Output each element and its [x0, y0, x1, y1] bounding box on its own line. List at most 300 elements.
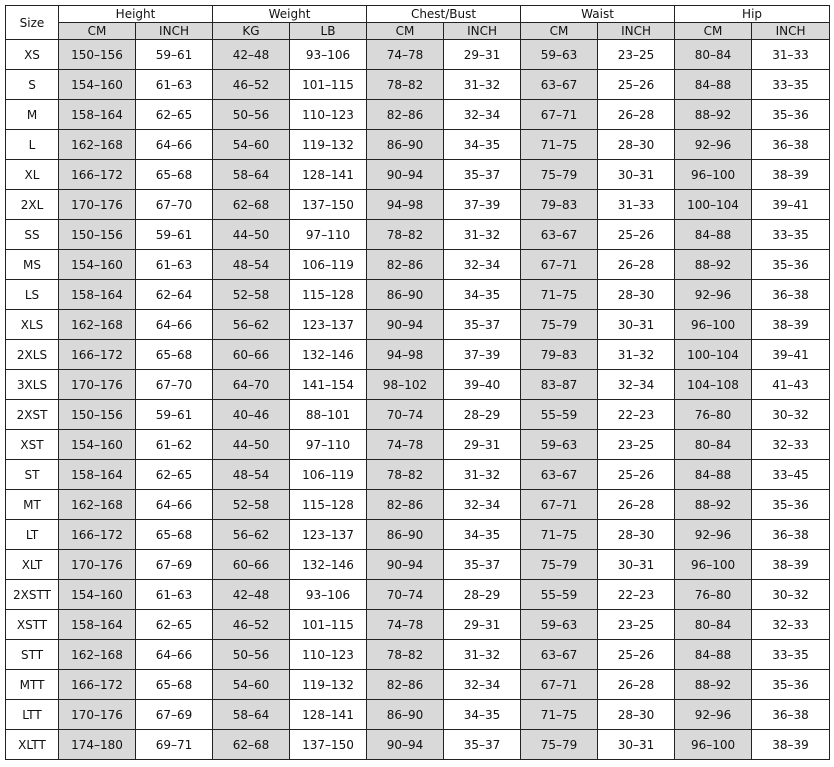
- chest-cm-cell: 86–90: [367, 700, 444, 730]
- unit-header: INCH: [598, 23, 675, 40]
- table-row: [6, 100, 830, 130]
- hip-inch-cell: 36–38: [752, 130, 830, 160]
- waist-cm-cell: 67–71: [521, 490, 598, 520]
- height-cm-cell: 162–168: [59, 640, 136, 670]
- height-cm-cell: 162–168: [59, 130, 136, 160]
- weight-lb-cell: 101–115: [290, 70, 367, 100]
- chest-cm-cell: 82–86: [367, 490, 444, 520]
- chest-cm-cell: 86–90: [367, 130, 444, 160]
- hip-cm-cell: 88–92: [675, 670, 752, 700]
- weight-kg-cell: 56–62: [213, 520, 290, 550]
- chest-inch-cell: 39–40: [444, 370, 521, 400]
- table-row: [6, 670, 830, 700]
- table-row: [6, 460, 830, 490]
- height-inch-cell: 64–66: [136, 130, 213, 160]
- chest-cm-cell: 90–94: [367, 730, 444, 760]
- unit-header: KG: [213, 23, 290, 40]
- hip-inch-cell: 36–38: [752, 700, 830, 730]
- waist-cm-cell: 83–87: [521, 370, 598, 400]
- hip-inch-cell: 32–33: [752, 430, 830, 460]
- chest-cm-cell: 78–82: [367, 70, 444, 100]
- hip-cm-cell: 92–96: [675, 700, 752, 730]
- size-cell: MT: [6, 490, 59, 520]
- chest-cm-cell: 74–78: [367, 430, 444, 460]
- hip-cm-cell: 96–100: [675, 310, 752, 340]
- weight-kg-cell: 62–68: [213, 190, 290, 220]
- table-row: [6, 340, 830, 370]
- chest-inch-cell: 35–37: [444, 550, 521, 580]
- chest-inch-cell: 31–32: [444, 220, 521, 250]
- waist-cm-cell: 59–63: [521, 610, 598, 640]
- chest-cm-cell: 78–82: [367, 640, 444, 670]
- weight-kg-cell: 42–48: [213, 40, 290, 70]
- weight-kg-cell: 64–70: [213, 370, 290, 400]
- height-inch-cell: 67–70: [136, 190, 213, 220]
- waist-inch-cell: 22–23: [598, 400, 675, 430]
- waist-cm-cell: 79–83: [521, 340, 598, 370]
- hip-cm-cell: 88–92: [675, 250, 752, 280]
- height-cm-cell: 162–168: [59, 490, 136, 520]
- size-cell: L: [6, 130, 59, 160]
- table-row: [6, 310, 830, 340]
- hip-inch-cell: 38–39: [752, 160, 830, 190]
- table-row: [6, 130, 830, 160]
- waist-cm-cell: 75–79: [521, 310, 598, 340]
- hip-cm-cell: 84–88: [675, 460, 752, 490]
- chest-inch-cell: 32–34: [444, 670, 521, 700]
- hip-cm-cell: 84–88: [675, 70, 752, 100]
- height-cm-cell: 150–156: [59, 400, 136, 430]
- waist-inch-cell: 31–32: [598, 340, 675, 370]
- weight-kg-cell: 46–52: [213, 70, 290, 100]
- chest-inch-cell: 29–31: [444, 430, 521, 460]
- waist-inch-cell: 28–30: [598, 130, 675, 160]
- size-cell: LS: [6, 280, 59, 310]
- waist-cm-cell: 71–75: [521, 130, 598, 160]
- waist-inch-cell: 23–25: [598, 40, 675, 70]
- hip-inch-cell: 35–36: [752, 100, 830, 130]
- size-column-header: Size: [6, 6, 59, 40]
- height-inch-cell: 69–71: [136, 730, 213, 760]
- hip-inch-cell: 38–39: [752, 550, 830, 580]
- chest-inch-cell: 34–35: [444, 280, 521, 310]
- weight-lb-cell: 110–123: [290, 640, 367, 670]
- chest-group-header: Chest/Bust: [367, 6, 521, 23]
- weight-lb-cell: 128–141: [290, 160, 367, 190]
- hip-cm-cell: 84–88: [675, 640, 752, 670]
- height-cm-cell: 170–176: [59, 550, 136, 580]
- height-cm-cell: 166–172: [59, 160, 136, 190]
- weight-lb-cell: 93–106: [290, 40, 367, 70]
- chest-cm-cell: 94–98: [367, 340, 444, 370]
- waist-inch-cell: 30–31: [598, 310, 675, 340]
- weight-kg-cell: 50–56: [213, 640, 290, 670]
- size-cell: XST: [6, 430, 59, 460]
- chest-cm-cell: 90–94: [367, 550, 444, 580]
- chest-cm-cell: 82–86: [367, 670, 444, 700]
- chest-cm-cell: 82–86: [367, 250, 444, 280]
- size-cell: XL: [6, 160, 59, 190]
- height-inch-cell: 65–68: [136, 340, 213, 370]
- weight-group-header: Weight: [213, 6, 367, 23]
- size-cell: XLS: [6, 310, 59, 340]
- unit-header: CM: [521, 23, 598, 40]
- waist-inch-cell: 28–30: [598, 520, 675, 550]
- weight-kg-cell: 60–66: [213, 550, 290, 580]
- chest-cm-cell: 90–94: [367, 310, 444, 340]
- height-cm-cell: 158–164: [59, 100, 136, 130]
- hip-inch-cell: 30–32: [752, 400, 830, 430]
- chest-cm-cell: 78–82: [367, 220, 444, 250]
- hip-inch-cell: 32–33: [752, 610, 830, 640]
- height-inch-cell: 67–69: [136, 700, 213, 730]
- height-cm-cell: 166–172: [59, 520, 136, 550]
- waist-cm-cell: 71–75: [521, 520, 598, 550]
- weight-lb-cell: 132–146: [290, 550, 367, 580]
- weight-lb-cell: 106–119: [290, 250, 367, 280]
- size-cell: 2XSTT: [6, 580, 59, 610]
- size-cell: 3XLS: [6, 370, 59, 400]
- group-header-row: [6, 6, 830, 23]
- waist-cm-cell: 75–79: [521, 730, 598, 760]
- chest-cm-cell: 98–102: [367, 370, 444, 400]
- height-cm-cell: 154–160: [59, 70, 136, 100]
- size-cell: ST: [6, 460, 59, 490]
- hip-inch-cell: 39–41: [752, 340, 830, 370]
- weight-kg-cell: 62–68: [213, 730, 290, 760]
- hip-cm-cell: 100–104: [675, 190, 752, 220]
- hip-cm-cell: 92–96: [675, 130, 752, 160]
- chest-inch-cell: 31–32: [444, 70, 521, 100]
- hip-inch-cell: 31–33: [752, 40, 830, 70]
- hip-cm-cell: 80–84: [675, 40, 752, 70]
- hip-inch-cell: 35–36: [752, 670, 830, 700]
- height-inch-cell: 61–63: [136, 580, 213, 610]
- size-cell: S: [6, 70, 59, 100]
- chest-inch-cell: 32–34: [444, 490, 521, 520]
- weight-lb-cell: 88–101: [290, 400, 367, 430]
- size-chart-table: [5, 5, 830, 760]
- waist-inch-cell: 23–25: [598, 430, 675, 460]
- weight-kg-cell: 40–46: [213, 400, 290, 430]
- chest-inch-cell: 31–32: [444, 640, 521, 670]
- chest-inch-cell: 35–37: [444, 730, 521, 760]
- weight-kg-cell: 50–56: [213, 100, 290, 130]
- height-inch-cell: 64–66: [136, 490, 213, 520]
- hip-inch-cell: 33–45: [752, 460, 830, 490]
- waist-inch-cell: 26–28: [598, 490, 675, 520]
- weight-kg-cell: 44–50: [213, 430, 290, 460]
- table-row: [6, 40, 830, 70]
- chest-cm-cell: 70–74: [367, 400, 444, 430]
- waist-cm-cell: 63–67: [521, 640, 598, 670]
- size-cell: MS: [6, 250, 59, 280]
- unit-header: INCH: [136, 23, 213, 40]
- hip-inch-cell: 41–43: [752, 370, 830, 400]
- height-inch-cell: 65–68: [136, 520, 213, 550]
- hip-inch-cell: 35–36: [752, 250, 830, 280]
- size-cell: XLTT: [6, 730, 59, 760]
- weight-lb-cell: 110–123: [290, 100, 367, 130]
- chest-inch-cell: 29–31: [444, 40, 521, 70]
- hip-cm-cell: 88–92: [675, 490, 752, 520]
- height-inch-cell: 64–66: [136, 310, 213, 340]
- hip-inch-cell: 30–32: [752, 580, 830, 610]
- hip-inch-cell: 33–35: [752, 220, 830, 250]
- table-row: [6, 430, 830, 460]
- chest-cm-cell: 94–98: [367, 190, 444, 220]
- table-row: [6, 730, 830, 760]
- table-row: [6, 250, 830, 280]
- weight-lb-cell: 137–150: [290, 190, 367, 220]
- table-row: [6, 490, 830, 520]
- height-cm-cell: 166–172: [59, 670, 136, 700]
- hip-cm-cell: 96–100: [675, 550, 752, 580]
- hip-inch-cell: 38–39: [752, 730, 830, 760]
- weight-lb-cell: 123–137: [290, 310, 367, 340]
- chest-inch-cell: 31–32: [444, 460, 521, 490]
- waist-cm-cell: 75–79: [521, 550, 598, 580]
- waist-inch-cell: 26–28: [598, 250, 675, 280]
- hip-inch-cell: 35–36: [752, 490, 830, 520]
- waist-cm-cell: 63–67: [521, 70, 598, 100]
- height-cm-cell: 170–176: [59, 190, 136, 220]
- hip-inch-cell: 39–41: [752, 190, 830, 220]
- height-inch-cell: 62–65: [136, 100, 213, 130]
- weight-kg-cell: 56–62: [213, 310, 290, 340]
- chest-cm-cell: 82–86: [367, 100, 444, 130]
- waist-inch-cell: 25–26: [598, 460, 675, 490]
- weight-lb-cell: 141–154: [290, 370, 367, 400]
- table-row: [6, 580, 830, 610]
- hip-cm-cell: 92–96: [675, 280, 752, 310]
- hip-cm-cell: 100–104: [675, 340, 752, 370]
- waist-inch-cell: 28–30: [598, 280, 675, 310]
- table-row: [6, 640, 830, 670]
- waist-inch-cell: 25–26: [598, 220, 675, 250]
- waist-cm-cell: 59–63: [521, 40, 598, 70]
- waist-cm-cell: 67–71: [521, 670, 598, 700]
- hip-cm-cell: 96–100: [675, 160, 752, 190]
- height-inch-cell: 62–65: [136, 460, 213, 490]
- waist-inch-cell: 28–30: [598, 700, 675, 730]
- waist-inch-cell: 25–26: [598, 70, 675, 100]
- height-cm-cell: 170–176: [59, 370, 136, 400]
- chest-inch-cell: 35–37: [444, 310, 521, 340]
- weight-kg-cell: 54–60: [213, 670, 290, 700]
- hip-cm-cell: 96–100: [675, 730, 752, 760]
- hip-cm-cell: 76–80: [675, 580, 752, 610]
- waist-cm-cell: 67–71: [521, 250, 598, 280]
- height-inch-cell: 62–64: [136, 280, 213, 310]
- chest-inch-cell: 37–39: [444, 190, 521, 220]
- waist-inch-cell: 26–28: [598, 670, 675, 700]
- chest-cm-cell: 90–94: [367, 160, 444, 190]
- height-inch-cell: 59–61: [136, 400, 213, 430]
- height-inch-cell: 64–66: [136, 640, 213, 670]
- height-inch-cell: 59–61: [136, 220, 213, 250]
- chest-inch-cell: 34–35: [444, 520, 521, 550]
- waist-inch-cell: 26–28: [598, 100, 675, 130]
- size-table-body: [6, 40, 830, 760]
- waist-cm-cell: 79–83: [521, 190, 598, 220]
- weight-lb-cell: 123–137: [290, 520, 367, 550]
- size-cell: XS: [6, 40, 59, 70]
- chest-inch-cell: 32–34: [444, 100, 521, 130]
- waist-inch-cell: 31–33: [598, 190, 675, 220]
- height-cm-cell: 174–180: [59, 730, 136, 760]
- chest-cm-cell: 78–82: [367, 460, 444, 490]
- weight-lb-cell: 119–132: [290, 670, 367, 700]
- table-row: [6, 220, 830, 250]
- height-cm-cell: 162–168: [59, 310, 136, 340]
- waist-inch-cell: 32–34: [598, 370, 675, 400]
- waist-group-header: Waist: [521, 6, 675, 23]
- hip-cm-cell: 92–96: [675, 520, 752, 550]
- waist-cm-cell: 63–67: [521, 220, 598, 250]
- table-row: [6, 160, 830, 190]
- waist-inch-cell: 30–31: [598, 550, 675, 580]
- weight-lb-cell: 97–110: [290, 220, 367, 250]
- height-cm-cell: 154–160: [59, 430, 136, 460]
- size-cell: 2XLS: [6, 340, 59, 370]
- height-inch-cell: 61–63: [136, 250, 213, 280]
- chest-cm-cell: 86–90: [367, 280, 444, 310]
- weight-kg-cell: 48–54: [213, 460, 290, 490]
- height-cm-cell: 158–164: [59, 610, 136, 640]
- weight-kg-cell: 52–58: [213, 280, 290, 310]
- hip-cm-cell: 104–108: [675, 370, 752, 400]
- table-row: [6, 280, 830, 310]
- weight-lb-cell: 137–150: [290, 730, 367, 760]
- size-cell: XLT: [6, 550, 59, 580]
- height-cm-cell: 154–160: [59, 250, 136, 280]
- unit-header: INCH: [444, 23, 521, 40]
- chest-inch-cell: 34–35: [444, 130, 521, 160]
- table-row: [6, 700, 830, 730]
- table-row: [6, 70, 830, 100]
- chest-inch-cell: 37–39: [444, 340, 521, 370]
- chest-cm-cell: 74–78: [367, 40, 444, 70]
- size-cell: 2XST: [6, 400, 59, 430]
- hip-inch-cell: 36–38: [752, 280, 830, 310]
- hip-cm-cell: 80–84: [675, 430, 752, 460]
- height-group-header: Height: [59, 6, 213, 23]
- weight-lb-cell: 119–132: [290, 130, 367, 160]
- hip-inch-cell: 36–38: [752, 520, 830, 550]
- weight-lb-cell: 93–106: [290, 580, 367, 610]
- hip-cm-cell: 76–80: [675, 400, 752, 430]
- height-cm-cell: 158–164: [59, 460, 136, 490]
- height-cm-cell: 154–160: [59, 580, 136, 610]
- waist-cm-cell: 67–71: [521, 100, 598, 130]
- height-inch-cell: 65–68: [136, 670, 213, 700]
- waist-cm-cell: 71–75: [521, 280, 598, 310]
- height-inch-cell: 61–62: [136, 430, 213, 460]
- unit-header: CM: [675, 23, 752, 40]
- weight-lb-cell: 115–128: [290, 280, 367, 310]
- waist-inch-cell: 22–23: [598, 580, 675, 610]
- chest-cm-cell: 74–78: [367, 610, 444, 640]
- chest-inch-cell: 28–29: [444, 400, 521, 430]
- height-inch-cell: 67–70: [136, 370, 213, 400]
- hip-cm-cell: 88–92: [675, 100, 752, 130]
- size-cell: MTT: [6, 670, 59, 700]
- chest-inch-cell: 28–29: [444, 580, 521, 610]
- size-cell: STT: [6, 640, 59, 670]
- height-inch-cell: 59–61: [136, 40, 213, 70]
- height-cm-cell: 150–156: [59, 220, 136, 250]
- hip-inch-cell: 33–35: [752, 70, 830, 100]
- chest-inch-cell: 34–35: [444, 700, 521, 730]
- waist-inch-cell: 25–26: [598, 640, 675, 670]
- size-cell: SS: [6, 220, 59, 250]
- size-cell: 2XL: [6, 190, 59, 220]
- size-cell: LTT: [6, 700, 59, 730]
- weight-kg-cell: 58–64: [213, 160, 290, 190]
- weight-lb-cell: 115–128: [290, 490, 367, 520]
- weight-kg-cell: 52–58: [213, 490, 290, 520]
- height-cm-cell: 170–176: [59, 700, 136, 730]
- table-row: [6, 550, 830, 580]
- weight-lb-cell: 97–110: [290, 430, 367, 460]
- unit-header: INCH: [752, 23, 830, 40]
- waist-cm-cell: 55–59: [521, 400, 598, 430]
- waist-inch-cell: 23–25: [598, 610, 675, 640]
- table-row: [6, 370, 830, 400]
- hip-cm-cell: 84–88: [675, 220, 752, 250]
- weight-kg-cell: 58–64: [213, 700, 290, 730]
- waist-cm-cell: 59–63: [521, 430, 598, 460]
- size-cell: XSTT: [6, 610, 59, 640]
- waist-cm-cell: 75–79: [521, 160, 598, 190]
- height-inch-cell: 67–69: [136, 550, 213, 580]
- height-cm-cell: 166–172: [59, 340, 136, 370]
- height-inch-cell: 65–68: [136, 160, 213, 190]
- waist-cm-cell: 55–59: [521, 580, 598, 610]
- weight-kg-cell: 46–52: [213, 610, 290, 640]
- chest-inch-cell: 35–37: [444, 160, 521, 190]
- chest-inch-cell: 29–31: [444, 610, 521, 640]
- weight-kg-cell: 42–48: [213, 580, 290, 610]
- weight-lb-cell: 128–141: [290, 700, 367, 730]
- weight-kg-cell: 54–60: [213, 130, 290, 160]
- weight-kg-cell: 60–66: [213, 340, 290, 370]
- size-cell: LT: [6, 520, 59, 550]
- height-cm-cell: 158–164: [59, 280, 136, 310]
- chest-cm-cell: 70–74: [367, 580, 444, 610]
- waist-inch-cell: 30–31: [598, 730, 675, 760]
- hip-group-header: Hip: [675, 6, 830, 23]
- chest-cm-cell: 86–90: [367, 520, 444, 550]
- waist-cm-cell: 63–67: [521, 460, 598, 490]
- chest-inch-cell: 32–34: [444, 250, 521, 280]
- hip-cm-cell: 80–84: [675, 610, 752, 640]
- unit-header: CM: [59, 23, 136, 40]
- table-row: [6, 190, 830, 220]
- height-cm-cell: 150–156: [59, 40, 136, 70]
- weight-lb-cell: 132–146: [290, 340, 367, 370]
- unit-header: LB: [290, 23, 367, 40]
- weight-kg-cell: 44–50: [213, 220, 290, 250]
- height-inch-cell: 62–65: [136, 610, 213, 640]
- table-row: [6, 520, 830, 550]
- unit-header: CM: [367, 23, 444, 40]
- table-row: [6, 400, 830, 430]
- table-row: [6, 610, 830, 640]
- weight-lb-cell: 106–119: [290, 460, 367, 490]
- unit-header-row: [6, 23, 830, 40]
